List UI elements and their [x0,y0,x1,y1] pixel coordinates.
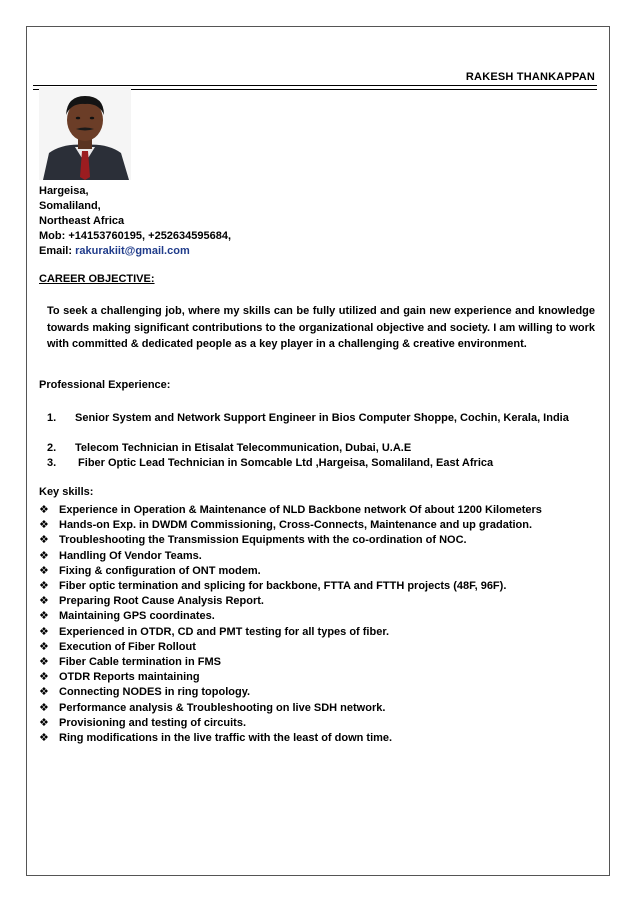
skill-item [39,731,601,746]
skill-item [39,533,601,548]
skill-text: Connecting NODES in ring topology. [59,686,251,699]
diamond-bullet-icon: ❖ [39,701,49,714]
skill-text: Hands-on Exp. in DWDM Commissioning, Cross-Connects, Maintenance and up gradation. [59,519,533,532]
diamond-bullet-icon: ❖ [39,671,49,684]
skill-item [39,640,601,655]
skill-item [39,518,601,533]
skill-item [39,716,601,731]
profile-photo [39,87,131,180]
career-objective-text: To seek a challenging job, where my skills can be fully utilized and gain new experience and knowledge towards making significant contributions to the organizational objective and society. I am willing to work with committed & dedicated people as a key player in a challenging & creative environment. [47,305,595,351]
diamond-bullet-icon: ❖ [39,504,49,516]
email-line [39,244,190,259]
skill-text: Execution of Fiber Rollout [59,640,196,653]
skill-text: Handling Of Vendor Teams. [59,549,202,562]
resume-page: RAKESH THANKAPPAN Hargeisa, Somaliland, Northeast Africa Mob: +14153760195, +252634595684, Email: rakurakiit@gmail.com CAREER OBJECTIVE: To seek a challenging job, where my skills can be fully utilized and gain new experience and knowledge towards making significant contributions to the organizational objective and society. I am willing to work with committed & dedicated people as a key player in a challenging & creative environment. Professional Experience: 1. Senior System and Network Support Engineer in Bios Computer Shoppe, Cochin, Kerala, India 2. Telecom Technician in Etisalat Telecommunication, Dubai, U.A.E 3. Fiber Optic Lead Technician in Somcable Ltd ,Hargeisa, Somaliland, East Africa Key skills: ❖ Experience in Operation & Maintenance of NLD Backbone network Of about 1200 Kilometers ❖ Hands-on Exp. in DWDM Commissioning, Cross-Connects, Maintenance and up gradation. ❖ Troubleshooting the Transmission Equipments with the co-ordination of NOC. ❖ Handling Of Vendor Teams. ❖ Fixing & configuration of ONT modem. ❖ Fiber optic termination and splicing for backbone, FTTA and FTTH projects (48F, 96F). ❖ Preparing Root Cause Analysis Report. ❖ Maintaining GPS coordinates. ❖ Experienced in OTDR, CD and PMT testing for all types of fiber. ❖ Execution of Fiber Rollout ❖ Fiber Cable termination in FMS ❖ OTDR Reports maintaining ❖ Connecting NODES in ring topology. ❖ Performance analysis & Troubleshooting on live SDH network. ❖ Provisioning and testing of circuits. ❖ Ring modifications in the live traffic with the least of down time. [26,26,610,876]
skill-text: Fixing & configuration of ONT modem. [59,564,261,577]
skill-item [39,670,601,685]
address-line: Northeast Africa [39,215,125,227]
diamond-bullet-icon: ❖ [39,549,49,562]
skill-text: Experienced in OTDR, CD and PMT testing for all types of fiber. [59,625,390,638]
skill-item [39,655,601,670]
skill-text: Fiber Cable termination in FMS [59,656,221,669]
skill-item [39,594,601,609]
skill-text: Maintaining GPS coordinates. [59,610,215,623]
skill-text: Troubleshooting the Transmission Equipments with the co-ordination of NOC. [59,534,467,547]
key-skills-heading: Key skills: [39,486,94,498]
skill-text: Experience in Operation & Maintenance of NLD Backbone network Of about 1200 Kilometers [59,504,542,516]
experience-item-text: Fiber Optic Lead Technician in Somcable Ltd ,Hargeisa, Somaliland, East Africa [75,457,494,469]
diamond-bullet-icon: ❖ [39,686,49,699]
skill-text: Ring modifications in the live traffic with the least of down time. [59,732,393,745]
skill-item [39,549,601,564]
diamond-bullet-icon: ❖ [39,564,49,577]
skill-item [39,579,601,594]
phone-line: Mob: +14153760195, +252634595684, [39,230,232,242]
experience-heading: Professional Experience: [39,379,171,391]
skill-text: Provisioning and testing of circuits. [59,716,247,729]
skill-item [39,609,601,624]
email-link[interactable]: rakurakiit@gmail.com [75,245,190,257]
diamond-bullet-icon: ❖ [39,580,49,593]
skill-item [39,685,601,700]
diamond-bullet-icon: ❖ [39,716,49,729]
diamond-bullet-icon: ❖ [39,595,49,608]
address-line: Somaliland, [39,200,101,212]
diamond-bullet-icon: ❖ [39,519,49,532]
diamond-bullet-icon: ❖ [39,625,49,638]
email-label: Email: [39,245,73,257]
skill-item [39,625,601,640]
header-rule-top [33,85,597,86]
skill-item [39,701,601,716]
skill-text: Performance analysis & Troubleshooting on live SDH network. [59,701,386,714]
diamond-bullet-icon: ❖ [39,640,49,653]
skill-text: Preparing Root Cause Analysis Report. [59,595,264,608]
skill-item [39,503,601,518]
diamond-bullet-icon: ❖ [39,534,49,547]
diamond-bullet-icon: ❖ [39,656,49,669]
key-skills-list [39,503,601,746]
career-objective-heading: CAREER OBJECTIVE: [39,273,155,285]
address-line: Hargeisa, [39,185,89,197]
diamond-bullet-icon: ❖ [39,610,49,623]
candidate-name: RAKESH THANKAPPAN [465,71,595,83]
skill-item [39,564,601,579]
diamond-bullet-icon: ❖ [39,732,49,745]
skill-text: OTDR Reports maintaining [59,671,200,684]
skill-text: Fiber optic termination and splicing for backbone, FTTA and FTTH projects (48F, 96F). [59,580,507,593]
experience-item-text: Telecom Technician in Etisalat Telecommunication, Dubai, U.A.E [75,442,412,454]
experience-item-text: Senior System and Network Support Engineer in Bios Computer Shoppe, Cochin, Kerala, India [75,412,569,424]
